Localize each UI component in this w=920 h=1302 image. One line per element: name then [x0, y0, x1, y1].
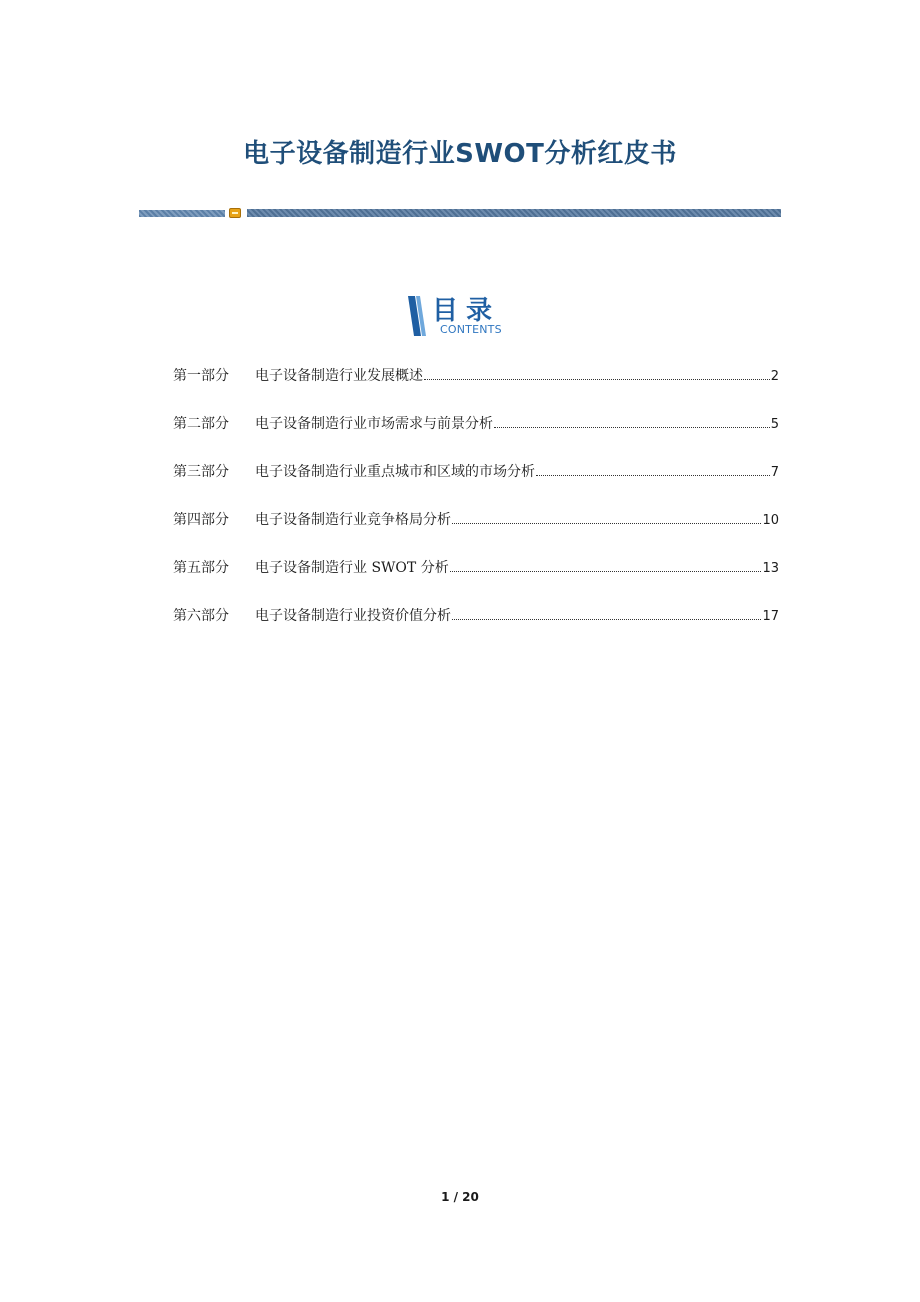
toc-part-label: 第三部分	[173, 464, 229, 480]
toc-part-label: 第二部分	[173, 416, 229, 432]
toc-item-part-3[interactable]	[173, 460, 779, 484]
divider-bar-left	[139, 210, 225, 217]
toc-part-label: 第四部分	[173, 512, 229, 528]
toc-entry-text: 电子设备制造行业重点城市和区域的市场分析	[255, 464, 535, 480]
toc-list	[173, 364, 779, 652]
toc-entry-text: 电子设备制造行业市场需求与前景分析	[255, 416, 493, 432]
toc-page-number: 13	[762, 561, 779, 576]
toc-page-number: 2	[770, 369, 779, 384]
toc-page-number: 7	[770, 465, 779, 480]
toc-header	[404, 292, 524, 338]
toc-page-number: 17	[762, 609, 779, 624]
page-indicator: 1 / 20	[441, 1190, 479, 1204]
toc-entry-text: 电子设备制造行业 SWOT 分析	[255, 560, 449, 576]
toc-part-label: 第六部分	[173, 608, 229, 624]
toc-leader-dots	[536, 460, 770, 476]
toc-leader-dots	[452, 508, 761, 524]
toc-logo-icon	[404, 294, 430, 338]
toc-page-number: 10	[762, 513, 779, 528]
toc-part-label: 第一部分	[173, 368, 229, 384]
toc-leader-dots	[494, 412, 770, 428]
toc-leader-dots	[452, 604, 761, 620]
toc-leader-dots	[424, 364, 770, 380]
toc-title: 目录	[432, 296, 501, 326]
toc-entry-text: 电子设备制造行业竞争格局分析	[255, 512, 451, 528]
toc-subtitle: CONTENTS	[440, 323, 502, 336]
toc-entry-text: 电子设备制造行业发展概述	[255, 368, 423, 384]
toc-leader-dots	[450, 556, 762, 572]
divider-bar-right	[247, 209, 781, 217]
toc-page-number: 5	[770, 417, 779, 432]
document-title: 电子设备制造行业SWOT分析红皮书	[243, 139, 677, 170]
title-divider	[139, 208, 781, 218]
toc-item-part-1[interactable]	[173, 364, 779, 388]
toc-item-part-4[interactable]	[173, 508, 779, 532]
toc-part-label: 第五部分	[173, 560, 229, 576]
toc-item-part-5[interactable]	[173, 556, 779, 580]
divider-badge-icon	[229, 208, 241, 218]
toc-item-part-6[interactable]	[173, 604, 779, 628]
toc-item-part-2[interactable]	[173, 412, 779, 436]
toc-entry-text: 电子设备制造行业投资价值分析	[255, 608, 451, 624]
